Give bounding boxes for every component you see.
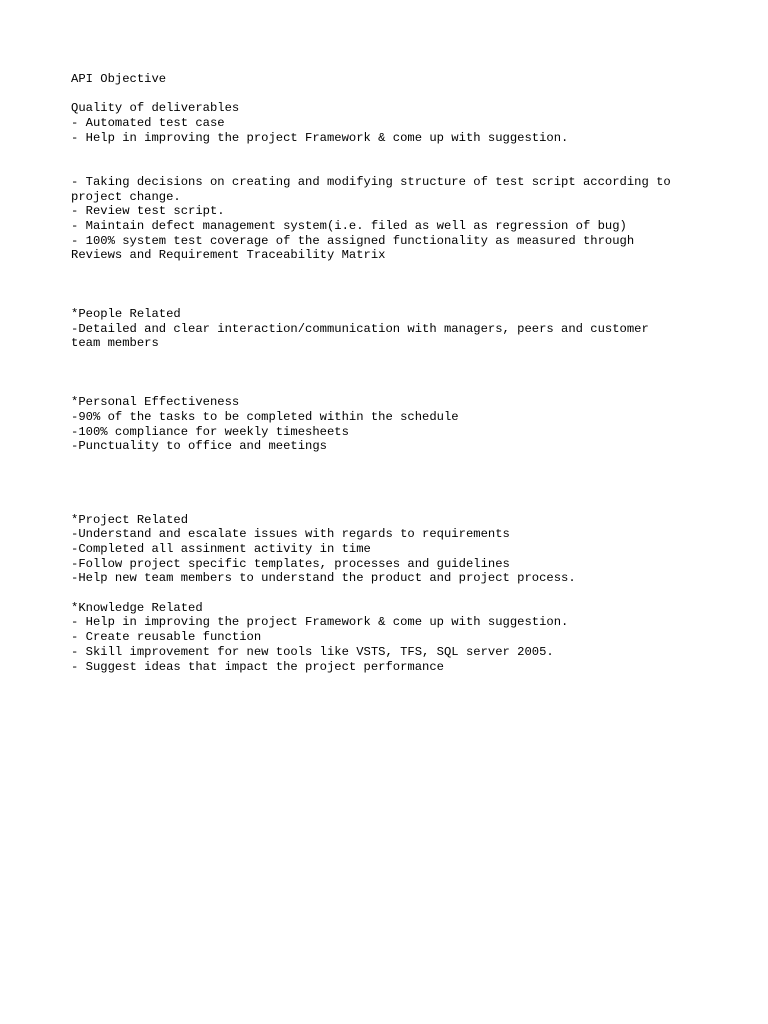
document-line: - Suggest ideas that impact the project performance xyxy=(71,659,444,674)
document-line: project change. xyxy=(71,189,181,204)
document-text xyxy=(71,72,711,674)
document-line: *People Related xyxy=(71,307,181,321)
document-line: team members xyxy=(71,336,159,351)
document-line xyxy=(71,498,711,513)
document-line xyxy=(71,351,711,366)
document-line: *Personal Effectiveness xyxy=(71,395,240,410)
document-line: - Taking decisions on creating and modifying structure of test script according to xyxy=(71,174,671,189)
document-line: API Objective xyxy=(71,72,167,86)
document-line xyxy=(71,380,711,395)
document-line xyxy=(71,483,711,498)
document-line: *Knowledge Related xyxy=(71,600,203,615)
document-line xyxy=(71,160,711,175)
document-line xyxy=(71,145,711,160)
document-line: -Understand and escalate issues with regards to requirements xyxy=(71,527,510,542)
document-line xyxy=(71,454,711,469)
document-line xyxy=(71,469,711,484)
document-line xyxy=(71,292,711,307)
document-line: - Review test script. xyxy=(71,204,225,219)
document-line xyxy=(71,366,711,381)
document-line xyxy=(71,278,711,293)
document-line: -Detailed and clear interaction/communication with managers, peers and customer xyxy=(71,321,649,336)
document-line: - Help in improving the project Framework & come up with suggestion. xyxy=(71,615,569,630)
document-line: -Help new team members to understand the product and project process. xyxy=(71,571,576,586)
document-line: - 100% system test coverage of the assigned functionality as measured through xyxy=(71,233,635,248)
document-line xyxy=(71,87,711,102)
document-line: -Follow project specific templates, processes and guidelines xyxy=(71,556,510,571)
document-line: - Skill improvement for new tools like VSTS, TFS, SQL server 2005. xyxy=(71,644,554,659)
document-line: *Project Related xyxy=(71,512,189,527)
document-line xyxy=(71,263,711,278)
document-line: - Help in improving the project Framework & come up with suggestion. xyxy=(71,130,569,145)
document-line: -Completed all assinment activity in time xyxy=(71,542,371,556)
document-line: - Create reusable function xyxy=(71,630,262,645)
document-line: -90% of the tasks to be completed within the schedule xyxy=(71,409,459,424)
document-line xyxy=(71,586,711,601)
document-line: -Punctuality to office and meetings xyxy=(71,439,327,454)
document-line: -100% compliance for weekly timesheets xyxy=(71,424,349,439)
document-line: - Automated test case xyxy=(71,116,225,131)
document-line: - Maintain defect management system(i.e. filed as well as regression of bug) xyxy=(71,218,627,233)
document-line: Reviews and Requirement Traceability Matrix xyxy=(71,248,386,263)
document-line: Quality of deliverables xyxy=(71,101,240,116)
